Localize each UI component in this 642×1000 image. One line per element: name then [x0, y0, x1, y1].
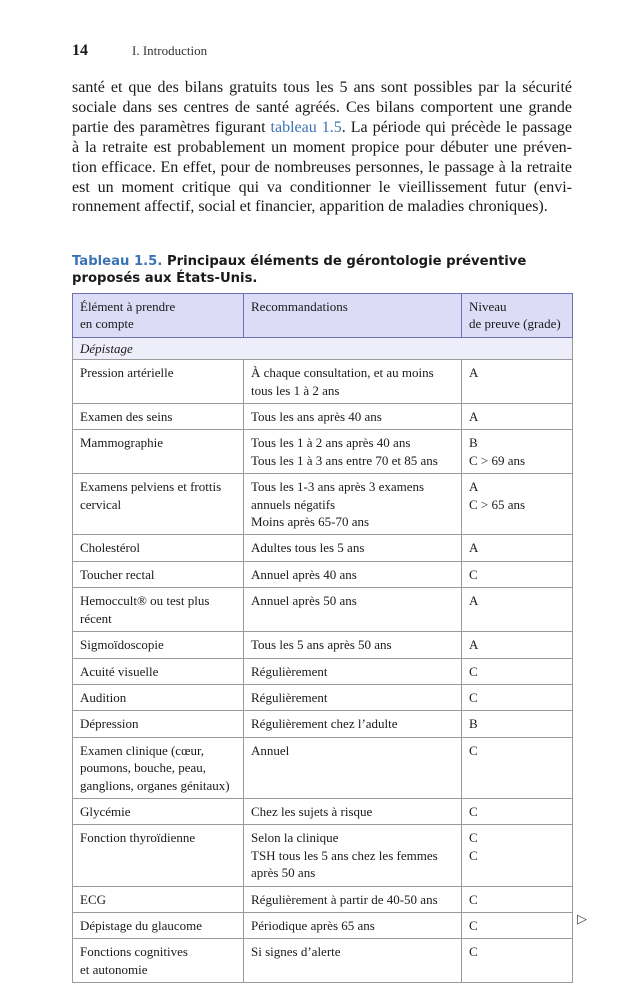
body-line: est un moment critique qui va conditionner le vieillissement futur (envi-: [72, 178, 572, 196]
cell-line: A: [469, 637, 479, 653]
cell-element: [73, 711, 244, 737]
header-recommendations: [244, 294, 462, 338]
cell-line: Sigmoïdoscopie: [80, 637, 164, 653]
table-row: [73, 711, 573, 737]
cell-recommendation: [244, 711, 462, 737]
cell-recommendation: [244, 632, 462, 658]
cell-line: Tous les 1 à 2 ans après 40 ans: [251, 435, 411, 451]
cell-grade: [462, 561, 573, 587]
cell-element: [73, 825, 244, 886]
cell-recommendation: [244, 658, 462, 684]
cell-line: C > 69 ans: [469, 452, 526, 468]
cell-grade: [462, 684, 573, 710]
continue-arrow-icon: ▷: [577, 912, 587, 927]
table-row: [73, 798, 573, 824]
cell-line: C: [469, 847, 478, 863]
cell-line: ganglions, organes génitaux): [80, 777, 230, 793]
cell-grade: [462, 588, 573, 632]
body-line: ronnement affectif, social et financier, apparition de maladies chroniques).: [72, 198, 548, 216]
cell-recommendation: [244, 939, 462, 983]
cell-line: C: [469, 689, 478, 705]
table-row: [73, 886, 573, 912]
cell-line: Tous les 1 à 3 ans entre 70 et 85 ans: [251, 452, 438, 468]
cell-line: Toucher rectal: [80, 566, 155, 582]
cell-line: Glycémie: [80, 803, 131, 819]
table-row: [73, 474, 573, 535]
cell-line: C: [469, 663, 478, 679]
cell-line: C > 65 ans: [469, 496, 526, 512]
body-text-fragment: . La période qui précède le passage: [341, 118, 573, 136]
cell-line: Examens pelviens et frottis: [80, 479, 222, 495]
cell-line: Régulièrement à partir de 40-50 ans: [251, 891, 438, 907]
cell-line: Tous les 5 ans après 50 ans: [251, 637, 392, 653]
cell-line: B: [469, 435, 478, 451]
cell-element: [73, 430, 244, 474]
cell-line: C: [469, 830, 478, 846]
cell-line: Examen des seins: [80, 409, 173, 425]
section-title: Dépistage: [73, 337, 573, 359]
cell-element: [73, 632, 244, 658]
cell-line: Selon la clinique: [251, 830, 339, 846]
table-row: [73, 535, 573, 561]
cell-recommendation: [244, 430, 462, 474]
cell-element: [73, 939, 244, 983]
cell-line: récent: [80, 610, 112, 626]
cell-line: Dépistage du glaucome: [80, 917, 203, 933]
cell-line: A: [469, 479, 479, 495]
cell-line: Tous les 1-3 ans après 3 examens: [251, 479, 425, 495]
cell-element: [73, 561, 244, 587]
cell-line: Régulièrement: [251, 689, 328, 705]
cell-line: A: [469, 593, 479, 609]
body-text-fragment: partie des paramètres figurant: [72, 118, 271, 136]
cell-grade: [462, 404, 573, 430]
cell-recommendation: [244, 737, 462, 798]
cell-recommendation: [244, 886, 462, 912]
cell-element: [73, 737, 244, 798]
cell-grade: [462, 658, 573, 684]
cell-recommendation: [244, 474, 462, 535]
body-line: [72, 118, 572, 138]
cell-line: B: [469, 716, 478, 732]
cell-line: A: [469, 540, 479, 556]
cell-line: TSH tous les 5 ans chez les femmes: [251, 847, 438, 863]
body-paragraph: [72, 78, 572, 217]
cell-line: Audition: [80, 689, 127, 705]
cell-grade: [462, 632, 573, 658]
cell-line: Chez les sujets à risque: [251, 803, 373, 819]
cell-line: cervical: [80, 496, 122, 512]
cell-element: [73, 474, 244, 535]
cell-line: Dépression: [80, 716, 139, 732]
table-row: [73, 404, 573, 430]
header-line: Recommandations: [251, 299, 348, 314]
cell-grade: [462, 798, 573, 824]
page-header: [72, 42, 207, 60]
cell-element: [73, 684, 244, 710]
cell-line: Tous les ans après 40 ans: [251, 409, 382, 425]
table-row: [73, 561, 573, 587]
body-line: à la retraite est probablement un moment propice pour débuter une préven-: [72, 138, 572, 156]
cell-line: C: [469, 944, 478, 960]
cell-line: ECG: [80, 891, 106, 907]
cell-grade: [462, 737, 573, 798]
cell-line: Fonctions cognitives: [80, 944, 188, 960]
page-number: 14: [72, 42, 88, 59]
table-caption-text: Principaux éléments de gérontologie préventive proposés aux États-Unis.: [72, 254, 527, 286]
cell-element: [73, 404, 244, 430]
cell-line: A: [469, 409, 479, 425]
recommendations-table: [72, 293, 573, 983]
cell-grade: [462, 535, 573, 561]
table-row: [73, 632, 573, 658]
cell-element: [73, 912, 244, 938]
cell-line: Régulièrement chez l’adulte: [251, 716, 398, 732]
table-row: [73, 737, 573, 798]
body-line: santé et que des bilans gratuits tous les 5 ans sont possibles par la sécurité: [72, 79, 572, 96]
table-caption: [72, 253, 572, 287]
cell-recommendation: [244, 404, 462, 430]
cell-element: [73, 798, 244, 824]
cell-line: poumons, bouche, peau,: [80, 760, 207, 776]
table-body: [73, 337, 573, 982]
header-line: en compte: [80, 316, 134, 332]
cell-line: Moins après 65-70 ans: [251, 514, 370, 530]
cell-line: Acuité visuelle: [80, 663, 159, 679]
cell-element: [73, 588, 244, 632]
cell-element: [73, 658, 244, 684]
cell-line: Annuel après 50 ans: [251, 593, 357, 609]
cell-grade: [462, 711, 573, 737]
cell-line: Si signes d’alerte: [251, 944, 341, 960]
cell-recommendation: [244, 535, 462, 561]
body-line: sociale dans ses centres de santé agréés. Ces bilans comportent une grande: [72, 98, 572, 116]
cell-recommendation: [244, 798, 462, 824]
header-grade: [462, 294, 573, 338]
cell-line: Annuel après 40 ans: [251, 566, 357, 582]
cell-line: Hemoccult® ou test plus: [80, 593, 210, 609]
cell-line: Régulièrement: [251, 663, 328, 679]
header-line: de preuve (grade): [469, 316, 561, 332]
cell-line: A: [469, 365, 479, 381]
table-row: [73, 912, 573, 938]
cell-grade: [462, 886, 573, 912]
cell-recommendation: [244, 588, 462, 632]
header-line: Niveau: [469, 299, 507, 314]
cell-line: Annuel: [251, 742, 290, 758]
cell-line: Adultes tous les 5 ans: [251, 540, 365, 556]
cell-recommendation: [244, 912, 462, 938]
cell-line: Fonction thyroïdienne: [80, 830, 196, 846]
cell-element: [73, 360, 244, 404]
cell-line: Mammographie: [80, 435, 164, 451]
table-row: [73, 684, 573, 710]
table-reference-link[interactable]: tableau 1.5: [270, 118, 342, 136]
cell-recommendation: [244, 684, 462, 710]
cell-grade: [462, 912, 573, 938]
cell-element: [73, 535, 244, 561]
cell-grade: [462, 825, 573, 886]
table-caption-label: Tableau 1.5.: [72, 254, 163, 269]
cell-line: Pression artérielle: [80, 365, 174, 381]
table-header-row: [73, 294, 573, 338]
table-row: [73, 360, 573, 404]
table-row: [73, 658, 573, 684]
table-row: [73, 430, 573, 474]
table-section-row: [73, 337, 573, 359]
cell-line: À chaque consultation, et au moins: [251, 365, 434, 381]
cell-line: Examen clinique (cœur,: [80, 742, 205, 758]
cell-line: C: [469, 742, 478, 758]
cell-line: Cholestérol: [80, 540, 140, 556]
header-line: Élément à prendre: [80, 299, 176, 314]
cell-element: [73, 886, 244, 912]
cell-line: C: [469, 917, 478, 933]
cell-line: et autonomie: [80, 961, 148, 977]
table-row: [73, 939, 573, 983]
running-head: I. Introduction: [132, 43, 208, 58]
cell-line: après 50 ans: [251, 865, 316, 881]
cell-recommendation: [244, 825, 462, 886]
cell-line: Périodique après 65 ans: [251, 917, 375, 933]
cell-line: C: [469, 891, 478, 907]
cell-recommendation: [244, 360, 462, 404]
body-line: tion efficace. En effet, pour de nombreuses personnes, le passage à la retraite: [72, 158, 572, 176]
cell-grade: [462, 360, 573, 404]
table-row: [73, 588, 573, 632]
cell-line: C: [469, 566, 478, 582]
cell-grade: [462, 474, 573, 535]
cell-recommendation: [244, 561, 462, 587]
cell-grade: [462, 430, 573, 474]
cell-line: tous les 1 à 2 ans: [251, 382, 340, 398]
cell-line: annuels négatifs: [251, 496, 336, 512]
header-element: [73, 294, 244, 338]
cell-line: C: [469, 803, 478, 819]
table-row: [73, 825, 573, 886]
cell-grade: [462, 939, 573, 983]
